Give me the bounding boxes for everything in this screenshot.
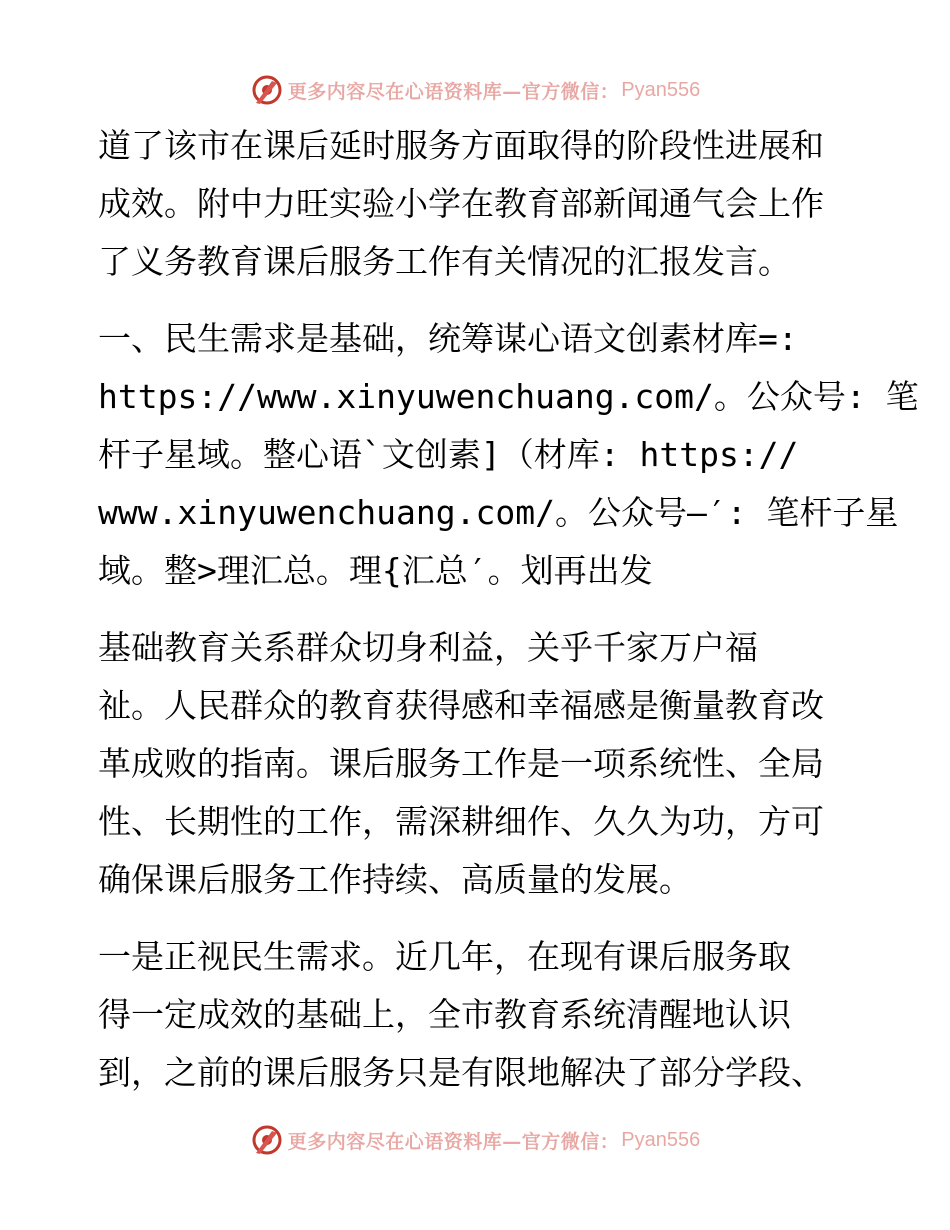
- watermark-text: 更多内容尽在心语资料库—官方微信：: [287, 1130, 620, 1153]
- text-line: 祉。人民群众的教育获得感和幸福感是衡量教育改: [98, 686, 824, 725]
- text-line: 到，之前的课后服务只是有限地解决了部分学段、: [98, 1053, 824, 1092]
- text-line: 确保课后服务工作持续、高质量的发展。: [98, 860, 692, 899]
- paragraph: [98, 619, 858, 909]
- paragraph: [98, 117, 858, 291]
- watermark-text: 更多内容尽在心语资料库—官方微信：: [287, 80, 620, 103]
- watermark-wechat-id: Pyan556: [621, 78, 701, 101]
- section-heading-paragraph: [98, 310, 919, 600]
- text-line: 得一定成效的基础上，全市教育系统清醒地认识: [98, 995, 791, 1034]
- text-line: www.xinyuwenchuang.com/。公众号—′: 笔杆子星: [98, 493, 899, 532]
- header-watermark: [0, 70, 950, 110]
- text-line: https://www.xinyuwenchuang.com/。公众号: 笔: [98, 377, 919, 416]
- footer-watermark: [0, 1120, 950, 1160]
- document-body: [98, 117, 919, 1121]
- text-line: 域。整>理汇总。理{汇总′。划再出发: [98, 551, 653, 590]
- quill-logo-icon: [250, 73, 284, 107]
- quill-logo-icon: [250, 1123, 284, 1157]
- text-line: 一、民生需求是基础，统筹谋心语文创素材库=:: [98, 319, 798, 358]
- text-line: 成效。附中力旺实验小学在教育部新闻通气会上作: [98, 184, 824, 223]
- text-line: 杆子星域。整心语`文创素]（材库: https://: [98, 435, 799, 474]
- text-line: 一是正视民生需求。近几年，在现有课后服务取: [98, 937, 791, 976]
- watermark-wechat-id: Pyan556: [621, 1128, 701, 1151]
- text-line: 了义务教育课后服务工作有关情况的汇报发言。: [98, 242, 791, 281]
- text-line: 性、长期性的工作，需深耕细作、久久为功，方可: [98, 802, 824, 841]
- text-line: 革成败的指南。课后服务工作是一项系统性、全局: [98, 744, 824, 783]
- text-line: 基础教育关系群众切身利益，关乎千家万户福: [98, 628, 758, 667]
- text-line: 道了该市在课后延时服务方面取得的阶段性进展和: [98, 126, 824, 165]
- paragraph: [98, 928, 858, 1102]
